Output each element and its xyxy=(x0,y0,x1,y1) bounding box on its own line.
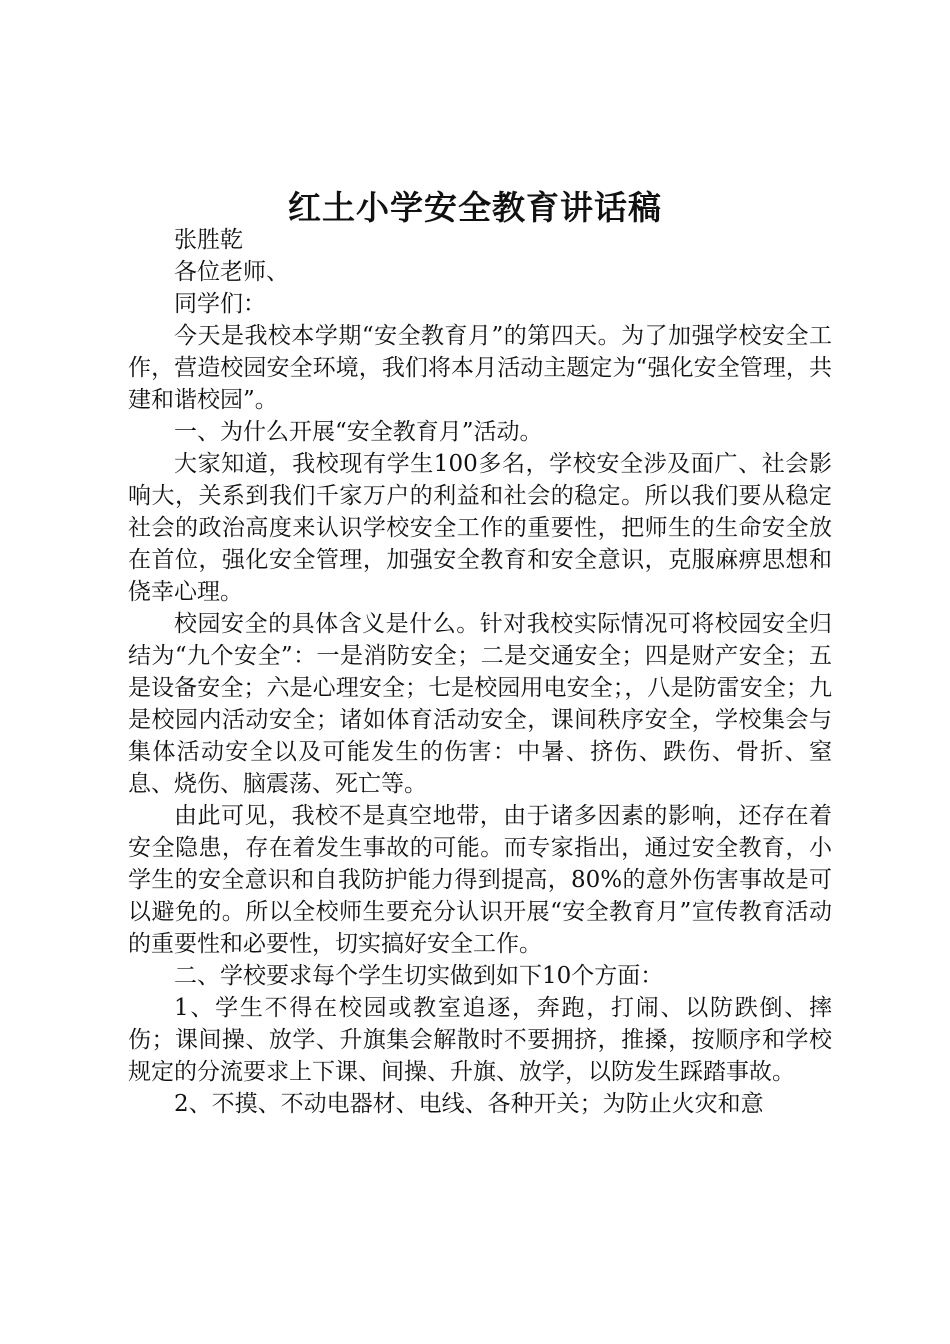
section-heading: 一、为什么开展“安全教育月”活动。 xyxy=(174,419,543,445)
salutation-students: 同学们： xyxy=(174,291,266,317)
document-title: 红土小学安全教育讲话稿 xyxy=(288,188,662,227)
paragraph: 今天是我校本学期“安全教育月”的第四天。为了加强学校安全工作，营造校园安全环境，我们将本月活动主题定为“强化安全管理，共建和谐校园”。 xyxy=(128,323,832,413)
salutation-teachers: 各位老师、 xyxy=(174,259,289,285)
section-heading: 二、学校要求每个学生切实做到如下10个方面： xyxy=(174,963,664,989)
list-item: 2、不摸、不动电器材、电线、各种开关；为防止火灾和意 xyxy=(174,1091,764,1117)
author-line: 张胜乾 xyxy=(174,227,243,253)
paragraph: 校园安全的具体含义是什么。针对我校实际情况可将校园安全归结为“九个安全”：一是消防安全；二是交通安全；四是财产安全；五是设备安全；六是心理安全；七是校园用电安全；，八是防雷安全；九是校园内活动安全；诸如体育活动安全，课间秩序安全，学校集会与集体活动安全以及可能发生的伤害：中暑、挤伤、跌伤、骨折、窒息、烧伤、脑震荡、死亡等。 xyxy=(128,611,832,797)
paragraph: 由此可见，我校不是真空地带，由于诸多因素的影响，还存在着安全隐患，存在着发生事故的可能。而专家指出，通过安全教育，小学生的安全意识和自我防护能力得到提高，80%的意外伤害事故是可以避免的。所以全校师生要充分认识开展“安全教育月”宣传教育活动的重要性和必要性，切实搞好安全工作。 xyxy=(128,803,832,957)
document-body xyxy=(128,224,832,1120)
list-item: 1、学生不得在校园或教室追逐，奔跑，打闹、以防跌倒、摔伤；课间操、放学、升旗集会解散时不要拥挤，推搡，按顺序和学校规定的分流要求上下课、间操、升旗、放学，以防发生踩踏事故。 xyxy=(128,995,832,1085)
paragraph: 大家知道，我校现有学生100多名，学校安全涉及面广、社会影响大，关系到我们千家万户的利益和社会的稳定。所以我们要从稳定社会的政治高度来认识学校安全工作的重要性，把师生的生命安全放在首位，强化安全管理，加强安全教育和安全意识，克服麻痹思想和侥幸心理。 xyxy=(128,451,832,605)
